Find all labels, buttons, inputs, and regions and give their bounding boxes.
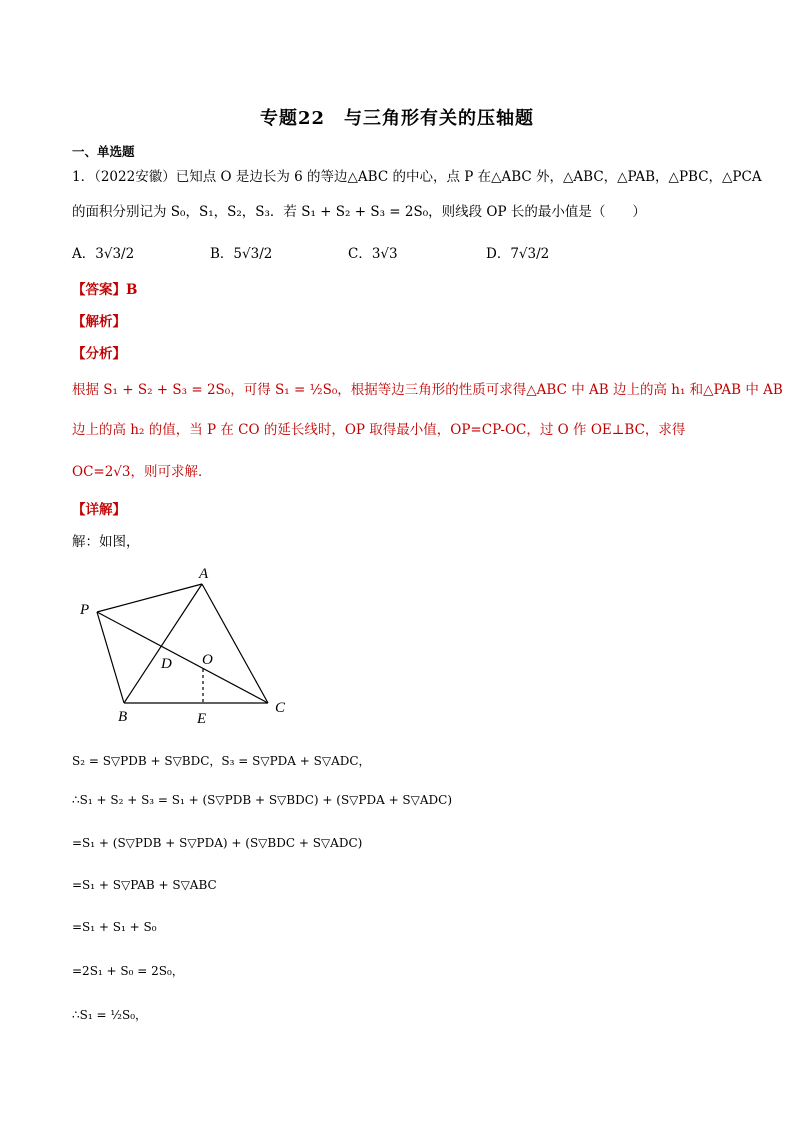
option-d-value: 7√3/2	[510, 246, 550, 262]
label-C: C	[275, 700, 286, 716]
option-a-value: 3√3/2	[95, 246, 135, 262]
equation-line: =S₁ + S₁ + S₀	[72, 920, 157, 934]
segment-PB	[97, 612, 124, 703]
option-c-value: 3√3	[371, 246, 398, 262]
label-A: A	[199, 566, 209, 582]
detail-tag: 【详解】	[72, 502, 126, 518]
option-d-label: D．	[486, 246, 511, 262]
label-B: B	[118, 709, 128, 725]
option-d	[486, 242, 549, 262]
equation-line: ∴S₁ + S₂ + S₃ = S₁ + (S▽PDB + S▽BDC) + (S▽PDA + S▽ADC)	[72, 793, 453, 807]
question-line-2: 的面积分别记为 S₀，S₁，S₂，S₃．若 S₁ + S₂ + S₃ = 2S₀，则线段 OP 长的最小值是（ ）	[72, 204, 646, 220]
label-D: D	[161, 656, 172, 672]
analysis-line-2: 边上的高 h₂ 的值，当 P 在 CO 的延长线时，OP 取得最小值，OP=CP-OC，过 O 作 OE⊥BC，求得	[72, 422, 686, 438]
equation-line: =2S₁ + S₀ = 2S₀，	[72, 964, 184, 978]
analysis-line-1: 根据 S₁ + S₂ + S₃ = 2S₀，可得 S₁ = ½S₀，根据等边三角形的性质可求得△ABC 中 AB 边上的高 h₁ 和△PAB 中 AB	[72, 382, 783, 398]
option-b-label: B．	[210, 246, 234, 262]
equation-line: ∴S₁ = ½S₀，	[72, 1008, 148, 1022]
option-a	[72, 242, 134, 262]
geometry-diagram	[72, 560, 312, 730]
analysis-line-3: OC=2√3，则可求解．	[72, 464, 212, 480]
fenxi-tag: 【分析】	[72, 346, 126, 362]
equation-line: S₂ = S▽PDB + S▽BDC，S₃ = S▽PDA + S▽ADC，	[72, 754, 371, 768]
equation-line: =S₁ + (S▽PDB + S▽PDA) + (S▽BDC + S▽ADC)	[72, 836, 363, 850]
label-O: O	[202, 652, 213, 668]
page-title: 专题22 与三角形有关的压轴题	[259, 108, 535, 129]
solution-intro: 解：如图，	[72, 534, 140, 550]
option-a-label: A．	[72, 246, 96, 262]
label-E: E	[197, 711, 207, 727]
analysis-tag: 【解析】	[72, 314, 126, 330]
label-P: P	[80, 602, 90, 618]
section-heading: 一、单选题	[72, 144, 135, 159]
option-b-value: 5√3/2	[233, 246, 273, 262]
option-b	[210, 242, 272, 262]
equation-line: =S₁ + S▽PAB + S▽ABC	[72, 878, 217, 892]
question-line-1: 1．（2022安徽）已知点 O 是边长为 6 的等边△ABC 的中心，点 P 在△ABC 外，△ABC，△PAB，△PBC，△PCA	[72, 169, 762, 185]
option-c-label: C．	[348, 246, 372, 262]
answer-tag: 【答案】B	[72, 282, 138, 298]
option-c	[348, 242, 398, 262]
